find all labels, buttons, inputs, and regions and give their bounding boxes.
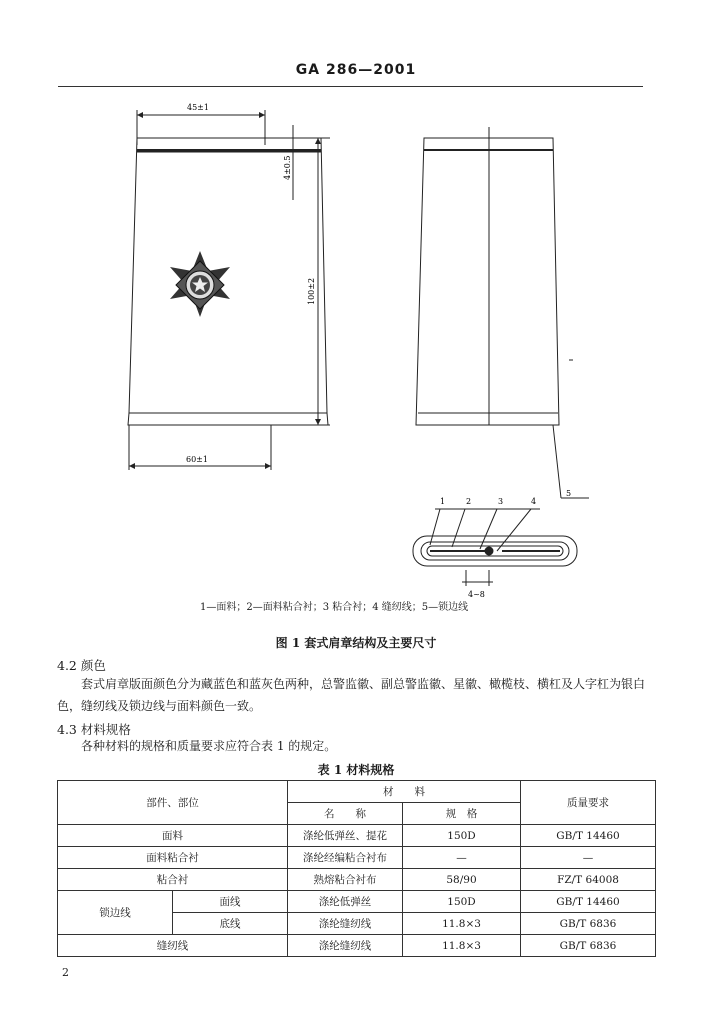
- side-view-outline: [416, 138, 559, 425]
- table-row: [58, 935, 656, 957]
- callout-2: 2: [466, 497, 472, 506]
- table-cell: 涤纶低弹丝: [288, 891, 403, 913]
- table-row: [58, 869, 656, 891]
- table-cell: 11.8×3: [403, 935, 521, 957]
- dim-gap: 4~8: [468, 590, 485, 599]
- table-cell: 58/90: [403, 869, 521, 891]
- table-row: [58, 825, 656, 847]
- table-cell: 粘合衬: [58, 869, 288, 891]
- table-cell: FZ/T 64008: [521, 869, 656, 891]
- section-4-3-text: 各种材料的规格和质量要求应符合表 1 的规定。: [81, 739, 337, 753]
- table-cell: 150D: [403, 825, 521, 847]
- dim-top-width: 45±1: [187, 103, 209, 112]
- callout-5: 5: [566, 489, 572, 498]
- header-quality: 质量要求: [521, 781, 656, 825]
- table-cell: 涤纶缝纫线: [288, 935, 403, 957]
- table-header-row: [58, 781, 656, 803]
- table-cell: —: [403, 847, 521, 869]
- police-badge-emblem: [170, 251, 230, 317]
- document-code: GA 286—2001: [295, 62, 417, 78]
- callout-1: 1: [440, 497, 446, 506]
- table-cell: GB/T 14460: [521, 891, 656, 913]
- dim-height: 100±2: [307, 277, 316, 305]
- table-cell: 11.8×3: [403, 913, 521, 935]
- figure-legend: 1—面料；2—面料粘合衬；3 粘合衬；4 缝纫线；5—锁边线: [200, 602, 469, 613]
- table-cell: 熟熔粘合衬布: [288, 869, 403, 891]
- table-cell: 底线: [173, 913, 288, 935]
- table-cell: 150D: [403, 891, 521, 913]
- table-row: [58, 847, 656, 869]
- table-cell: 面料粘合衬: [58, 847, 288, 869]
- header-name: 名 称: [288, 803, 403, 825]
- section-4-2-text: 套式肩章版面颜色分为藏蓝色和蓝灰色两种，总警监徽、副总警监徽、星徽、橄榄枝、横杠及人字杠为银白色，缝纫线及锁边线与面料颜色一致。: [57, 677, 646, 713]
- material-spec-table: [57, 780, 656, 957]
- header-material: 材 料: [288, 781, 521, 803]
- section-4-3-heading: 4.3 材料规格: [57, 722, 131, 737]
- leader-5: [553, 425, 561, 498]
- table-cell: 面线: [173, 891, 288, 913]
- table-cell: GB/T 14460: [521, 825, 656, 847]
- header-part: 部件、部位: [58, 781, 288, 825]
- section-4-2-heading: 4.2 颜色: [57, 658, 106, 673]
- table-cell: —: [521, 847, 656, 869]
- callout-3: 3: [498, 497, 504, 506]
- dim-top-band: 4±0.5: [283, 155, 292, 180]
- table-cell: 涤纶低弹丝、提花: [288, 825, 403, 847]
- table-cell: GB/T 6836: [521, 935, 656, 957]
- front-view-outline: [129, 138, 327, 413]
- table-cell: 缝纫线: [58, 935, 288, 957]
- table-cell: 锁边线: [58, 891, 173, 935]
- dim-bottom-width: 60±1: [186, 455, 208, 464]
- callout-4: 4: [531, 497, 537, 506]
- table-cell: 涤纶经编粘合衬布: [288, 847, 403, 869]
- table-row: [58, 891, 656, 913]
- table-cell: 涤纶缝纫线: [288, 913, 403, 935]
- table-cell: 面料: [58, 825, 288, 847]
- table-cell: GB/T 6836: [521, 913, 656, 935]
- header-spec: 规 格: [403, 803, 521, 825]
- table-title: 表 1 材料规格: [317, 763, 395, 777]
- page-number: 2: [62, 966, 69, 979]
- front-bottom-strip: [128, 413, 328, 425]
- figure-title: 图 1 套式肩章结构及主要尺寸: [275, 636, 437, 650]
